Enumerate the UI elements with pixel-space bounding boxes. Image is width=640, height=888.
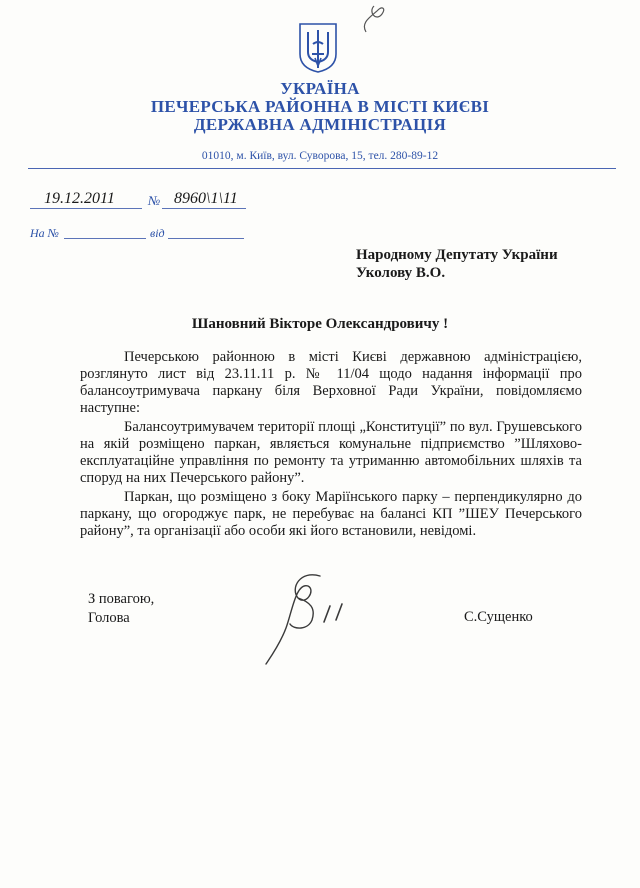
- body-paragraph-2: Балансоутримувачем території площі „Конституції” по вул. Грушевського на якій розміщено паркан, являється комунальне підприємство ”Шляхово-експлуатаційне управління по ремонту та утриманню автомобільних шляхів та споруд на них Печерського району”.: [80, 419, 582, 486]
- body-paragraph-1: Печерською районною в місті Києві державною адміністрацією, розглянуто лист від 23.11.11 р. № 11/04 щодо надання інформації про балансоутримувача паркану біля Верховної Ради України, повідомляємо наступне:: [80, 349, 582, 416]
- coat-of-arms-icon: [296, 22, 340, 74]
- addressee-line2: Уколову В.О.: [356, 265, 446, 281]
- closing-regards: З повагою,: [88, 591, 155, 607]
- from-label: від: [150, 226, 165, 240]
- reference-label: На №: [30, 226, 59, 240]
- number-label: №: [148, 193, 161, 208]
- greeting: Шановний Вікторе Олександровичу !: [191, 316, 449, 332]
- handwritten-signature: [250, 568, 370, 668]
- from-underline: [168, 238, 244, 239]
- letterhead-org-line2: ДЕРЖАВНА АДМІНІСТРАЦІЯ: [193, 115, 447, 134]
- outgoing-number: 8960\1\11: [174, 190, 238, 207]
- letterhead-country: УКРАЇНА: [280, 79, 360, 98]
- outgoing-date: 19.12.2011: [44, 190, 115, 207]
- reference-underline: [64, 238, 146, 239]
- addressee-line1: Народному Депутату України: [356, 247, 558, 263]
- closing-block: [88, 590, 154, 628]
- addressee-block: [356, 246, 558, 282]
- closing-position: Голова: [88, 610, 130, 626]
- body-paragraph-3: Паркан, що розміщено з боку Маріїнського парку – перпендикулярно до паркану, що огороджує парк, не перебуває на балансі КП ”ШЕУ Печерського району”, та організації або особи які його встановили, невідомі.: [80, 489, 582, 539]
- letterhead-divider: [28, 168, 616, 169]
- signer-name: С.Сущенко: [464, 609, 533, 625]
- letterhead-address: 01010, м. Київ, вул. Суворова, 15, тел. 280-89-12: [201, 150, 439, 162]
- letterhead-org-line1: ПЕЧЕРСЬКА РАЙОННА В МІСТІ КИЄВІ: [150, 97, 490, 116]
- number-underline: [162, 208, 246, 209]
- date-underline: [30, 208, 142, 209]
- handwritten-mark-icon: [358, 2, 390, 38]
